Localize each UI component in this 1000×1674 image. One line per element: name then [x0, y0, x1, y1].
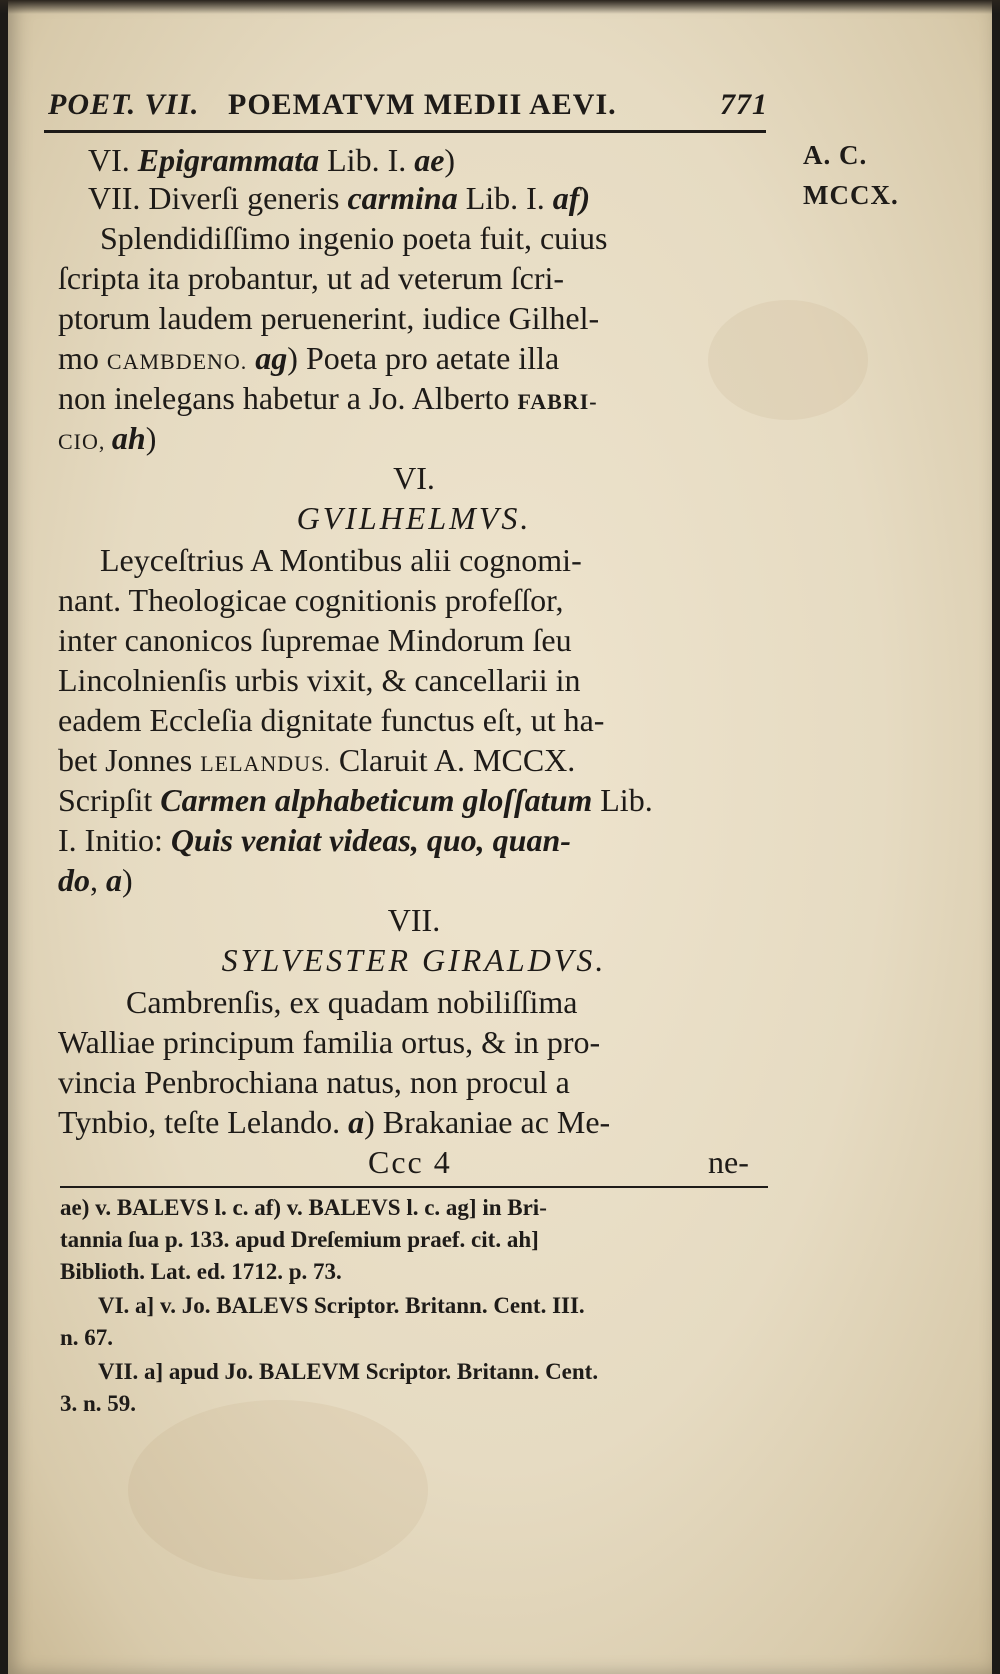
margin-note-year: MCCX. — [803, 180, 899, 210]
text-line: Cambrenſis, ex quadam nobiliſſima — [126, 984, 578, 1020]
text-line: do, a) — [58, 862, 133, 898]
running-head-title: POEMATVM MEDII AEVI. — [228, 88, 617, 121]
text-line: non inelegans habetur a Jo. Alberto FABRI- — [58, 380, 598, 416]
footnote-line: 3. n. 59. — [60, 1391, 137, 1416]
text-line: Walliae principum familia ortus, & in pro- — [58, 1024, 601, 1060]
section-title: GVILHELMVS. — [296, 500, 532, 536]
text-line: CIO, ah) — [58, 420, 157, 456]
text-line: nant. Theologicae cognitionis profeſſor, — [58, 582, 564, 618]
text-line: VI. Epigrammata Lib. I. ae) — [88, 142, 456, 178]
running-head — [48, 88, 788, 128]
text-line: vincia Penbrochiana natus, non procul a — [58, 1064, 570, 1100]
text-line: Splendidiſſimo ingenio poeta fuit, cuius — [100, 220, 608, 256]
signature-mark: Ccc 4 — [368, 1144, 452, 1180]
book-page — [8, 0, 992, 1674]
text-line: Scripſit Carmen alphabeticum gloſſatum Lib. — [58, 782, 653, 818]
text-line: Leyceſtrius A Montibus alii cognomi- — [100, 542, 582, 578]
text-line: mo CAMBDENO. ag) Poeta pro aetate illa — [58, 340, 560, 376]
footnote-line: VII. a] apud Jo. BALEVM Scriptor. Britann. Cent. — [98, 1359, 599, 1384]
header-rule — [44, 130, 766, 133]
text-line: ſcripta ita probantur, ut ad veterum ſcri- — [58, 260, 565, 296]
paper-stain — [128, 1400, 428, 1580]
page-number: 771 — [720, 88, 768, 121]
footnote-rule — [60, 1186, 768, 1188]
text-line: VII. Diverſi generis carmina Lib. I. af) — [88, 180, 591, 216]
footnote-line: VI. a] v. Jo. BALEVS Scriptor. Britann. Cent. III. — [98, 1293, 585, 1318]
page-top-edge — [0, 0, 1000, 14]
text-line: inter canonicos ſupremae Mindorum ſeu — [58, 622, 572, 658]
section-number: VI. — [393, 460, 435, 496]
footnote-line: Biblioth. Lat. ed. 1712. p. 73. — [60, 1259, 342, 1284]
catchword: ne- — [708, 1144, 749, 1180]
text-line: ptorum laudem peruenerint, iudice Gilhel- — [58, 300, 600, 336]
text-line: Tynbio, teſte Lelando. a) Brakaniae ac Me- — [58, 1104, 611, 1140]
footnote-line: ae) v. BALEVS l. c. af) v. BALEVS l. c. ag] in Bri- — [60, 1195, 547, 1220]
footnote-line: tannia ſua p. 133. apud Dreſemium praef. cit. ah] — [60, 1227, 539, 1252]
text-line: bet Jonnes LELANDUS. Claruit A. MCCX. — [58, 742, 576, 778]
margin-note-ac: A. C. — [803, 140, 868, 170]
footnote-line: n. 67. — [60, 1325, 114, 1350]
text-line: I. Initio: Quis veniat videas, quo, quan- — [58, 822, 571, 858]
running-head-left: POET. VII. — [48, 88, 200, 121]
section-title: SYLVESTER GIRALDVS. — [221, 942, 607, 978]
section-number: VII. — [387, 902, 441, 938]
text-line: eadem Eccleſia dignitate functus eſt, ut ha- — [58, 702, 605, 738]
text-line: Lincolnienſis urbis vixit, & cancellarii in — [58, 662, 581, 698]
